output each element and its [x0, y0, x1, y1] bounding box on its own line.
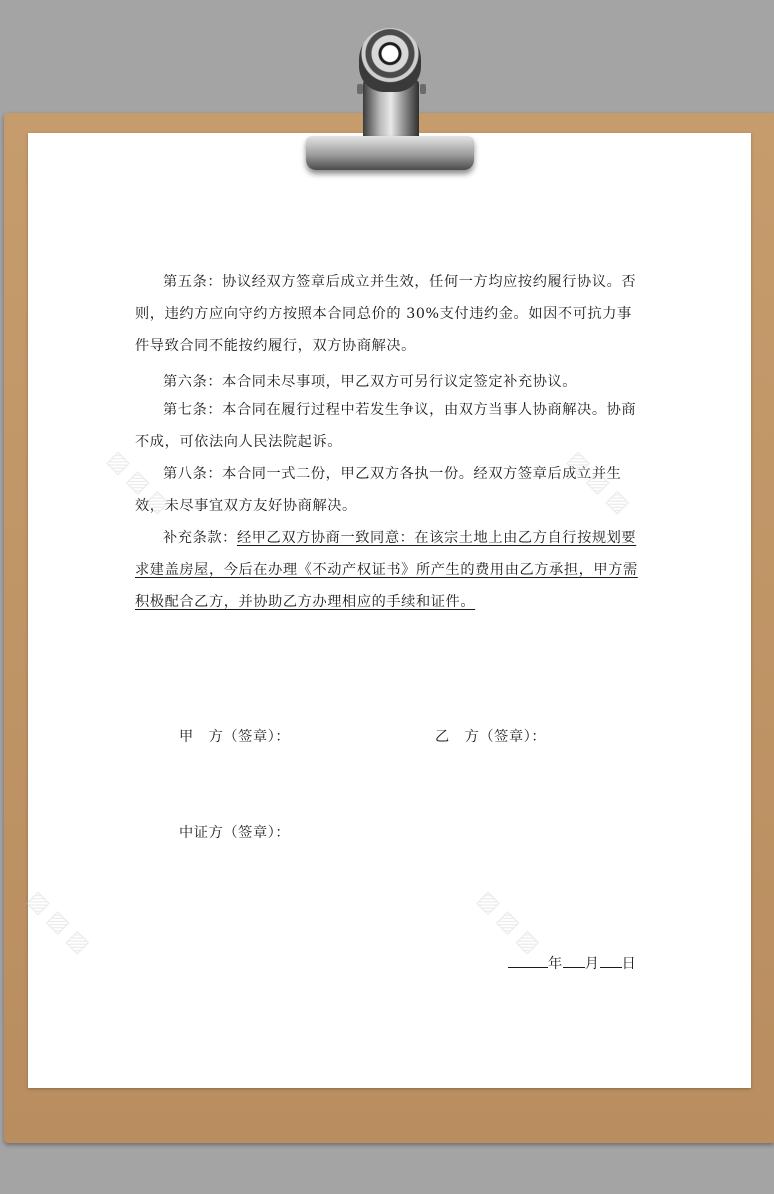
party-b-signature-label: 乙 方（签章）： — [435, 729, 547, 745]
month-blank — [563, 953, 585, 968]
clip-hinge-left — [357, 84, 363, 94]
clause-7: 第七条：本合同在履行过程中若发生争议，由双方当事人协商解决。协商不成，可依法向人民法院起诉。 — [135, 402, 637, 450]
watermark-mark: ▨ ▨ ▨ — [22, 886, 95, 959]
day-label: 日 — [621, 956, 637, 972]
watermark-mark: ▨ ▨ ▨ — [562, 446, 635, 519]
watermark-mark: ▨ ▨ ▨ — [102, 446, 175, 519]
year-label: 年 — [548, 956, 563, 972]
witness-signature-label: 中证方（签章）： — [179, 825, 291, 841]
clip-base — [306, 136, 474, 170]
watermark-mark: ▨ ▨ ▨ — [472, 886, 545, 959]
supplement-clause — [135, 522, 645, 618]
supplement-text: 经甲乙双方协商一致同意：在该宗土地上由乙方自行按规划要求建盖房屋，今后在办理《不动产权证书》所产生的费用由乙方承担，甲方需积极配合乙方，并协助乙方办理相应的手续和证件。 — [135, 530, 638, 610]
supplement-label: 补充条款： — [163, 530, 237, 546]
clip-hinge-right — [420, 84, 426, 94]
clause-5: 第五条：协议经双方签章后成立并生效，任何一方均应按约履行协议。否则，违约方应向守约方按照本合同总价的 30%支付违约金。如因不可抗力事件导致合同不能按约履行，双方协商解决。 — [135, 274, 637, 354]
day-blank — [600, 953, 622, 968]
month-label: 月 — [584, 956, 600, 972]
clause-8: 第八条：本合同一式二份，甲乙双方各执一份。经双方签章后成立并生效，未尽事宜双方友好协商解决。 — [135, 466, 622, 514]
clause-6: 第六条：本合同未尽事项，甲乙双方可另行议定签定补充协议。 — [163, 374, 578, 390]
party-a-signature-label: 甲 方（签章）： — [179, 729, 291, 745]
clip-ring-icon — [359, 28, 421, 92]
